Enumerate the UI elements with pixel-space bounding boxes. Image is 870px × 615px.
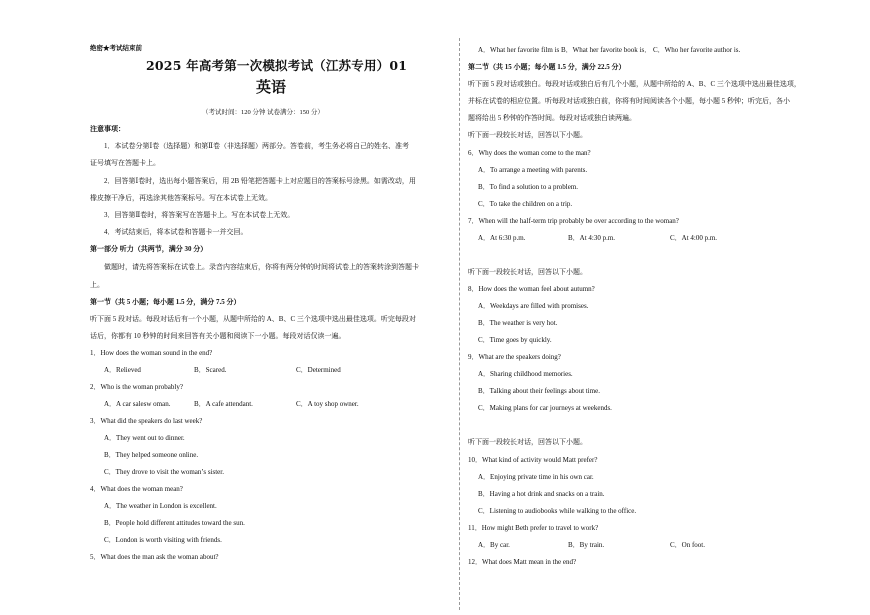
option-b: B．By train. bbox=[568, 541, 605, 549]
subject-title: 英语 bbox=[256, 78, 287, 96]
notice-line: 橡皮擦干净后，再选涂其他答案标号。写在本试卷上无效。 bbox=[90, 194, 272, 202]
question-stem: 6．Why does the woman come to the man? bbox=[468, 149, 591, 157]
question-stem: 11．How might Beth prefer to travel to work? bbox=[468, 524, 599, 532]
option-b: B．Having a hot drink and snacks on a train. bbox=[478, 490, 605, 498]
option-c: C．Listening to audiobooks while walking to the office. bbox=[478, 507, 637, 515]
option-b: B．People hold different attitudes toward the sun. bbox=[104, 519, 245, 527]
question-stem: 3．What did the speakers do last week? bbox=[90, 417, 203, 425]
notice-line: 证号填写在答题卡上。 bbox=[90, 159, 160, 167]
notice-line: 2．回答第Ⅰ卷时，选出每小题答案后，用 2B 铅笔把答题卡上对应题目的答案标号涂黑。如需改动，用 bbox=[104, 177, 416, 185]
q5-options: A．What her favorite film is B．What her favorite book is． C．Who her favorite author is. bbox=[478, 46, 741, 54]
section2-heading: 第二节（共 15 小题；每小题 1.5 分，满分 22.5 分） bbox=[468, 63, 626, 71]
option-a: A．Sharing childhood memories. bbox=[478, 370, 573, 378]
question-stem: 7．When will the half-term trip probably be over according to the woman? bbox=[468, 217, 679, 225]
option-b: B．The weather is very hot. bbox=[478, 319, 558, 327]
section1-intro: 听下面 5 段对话。每段对话后有一个小题，从题中所给的 A、B、C 三个选项中选出最佳选项。听完每段对 bbox=[90, 315, 416, 323]
part1-intro: 上。 bbox=[90, 281, 104, 289]
listen-instruction: 听下面一段较长对话，回答以下小题。 bbox=[468, 268, 587, 276]
exam-title: 2025 年高考第一次模拟考试（江苏专用）01 bbox=[146, 58, 408, 73]
notice-line: 1．本试卷分第Ⅰ卷（选择题）和第Ⅱ卷（非选择题）两部分。答卷前，考生务必将自己的姓名、准考 bbox=[104, 142, 410, 150]
option-b: B．At 4:30 p.m. bbox=[568, 234, 616, 242]
notice-line: 4．考试结束后，将本试卷和答题卡一并交回。 bbox=[104, 228, 248, 236]
option-a: A．They went out to dinner. bbox=[104, 434, 185, 442]
option-a: A．Relieved bbox=[104, 366, 141, 374]
option-c: C．To take the children on a trip. bbox=[478, 200, 573, 208]
question-stem: 10．What kind of activity would Matt prefer? bbox=[468, 456, 598, 464]
question-stem: 9．What are the speakers doing? bbox=[468, 353, 561, 361]
option-c: C．They drove to visit the woman’s sister. bbox=[104, 468, 224, 476]
option-c: C．Time goes by quickly. bbox=[478, 336, 552, 344]
exam-time-info: （考试时间：120 分钟 试卷满分：150 分） bbox=[202, 109, 324, 116]
notice-line: 3．回答第Ⅱ卷时，将答案写在答题卡上。写在本试卷上无效。 bbox=[104, 211, 295, 219]
option-a: A．Weekdays are filled with promises. bbox=[478, 302, 589, 310]
confidential-label: 绝密★考试结束前 bbox=[90, 45, 142, 52]
option-c: C．Making plans for car journeys at weekends. bbox=[478, 404, 612, 412]
column-divider bbox=[459, 38, 460, 610]
option-a: A．The weather in London is excellent. bbox=[104, 502, 217, 510]
option-a: A．To arrange a meeting with parents. bbox=[478, 166, 588, 174]
option-b: B．To find a solution to a problem. bbox=[478, 183, 579, 191]
question-stem: 1．How does the woman sound in the end? bbox=[90, 349, 213, 357]
option-a: A．A car salesw oman. bbox=[104, 400, 171, 408]
question-stem: 5．What does the man ask the woman about? bbox=[90, 553, 219, 561]
section2-intro: 题将给出 5 秒钟的作答时间。每段对话或独白读两遍。 bbox=[468, 114, 636, 122]
option-b: B．Talking about their feelings about time. bbox=[478, 387, 600, 395]
question-stem: 2．Who is the woman probably? bbox=[90, 383, 183, 391]
section2-intro: 听下面 5 段对话或独白。每段对话或独白后有几个小题，从题中所给的 A、B、C 三个选项中选出最佳选项， bbox=[468, 80, 801, 88]
option-c: C．Determined bbox=[296, 366, 341, 374]
part1-heading: 第一部分 听力（共两节，满分 30 分） bbox=[90, 245, 208, 253]
option-b: B．A cafe attendant. bbox=[194, 400, 253, 408]
section1-intro: 话后，你都有 10 秒钟的时间来回答有关小题和阅读下一小题。每段对话仅读一遍。 bbox=[90, 332, 346, 340]
option-a: A．Enjoying private time in his own car. bbox=[478, 473, 594, 481]
option-b: B．Scared. bbox=[194, 366, 227, 374]
section1-heading: 第一节（共 5 小题；每小题 1.5 分，满分 7.5 分） bbox=[90, 298, 241, 306]
question-stem: 4．What does the woman mean? bbox=[90, 485, 183, 493]
part1-intro: 做题时，请先将答案标在试卷上。录音内容结束后，你将有两分钟的时间将试卷上的答案转涂到答题卡 bbox=[104, 263, 419, 271]
question-stem: 12．What does Matt mean in the end? bbox=[468, 558, 577, 566]
option-b: B．They helped someone online. bbox=[104, 451, 199, 459]
option-c: C．A toy shop owner. bbox=[296, 400, 359, 408]
option-c: C．On foot. bbox=[670, 541, 705, 549]
notice-heading: 注意事项： bbox=[90, 125, 125, 133]
option-a: A．At 6:30 p.m. bbox=[478, 234, 526, 242]
option-c: C．At 4:00 p.m. bbox=[670, 234, 718, 242]
listen-instruction: 听下面一段较长对话，回答以下小题。 bbox=[468, 438, 587, 446]
question-stem: 8．How does the woman feel about autumn? bbox=[468, 285, 595, 293]
listen-instruction: 听下面一段较长对话，回答以下小题。 bbox=[468, 131, 587, 139]
option-c: C．London is worth visiting with friends. bbox=[104, 536, 222, 544]
option-a: A．By car. bbox=[478, 541, 510, 549]
section2-intro: 并标在试卷的相应位置。听每段对话或独白前，你将有时间阅读各个小题，每小题 5 秒钟；听完后，各小 bbox=[468, 97, 790, 105]
